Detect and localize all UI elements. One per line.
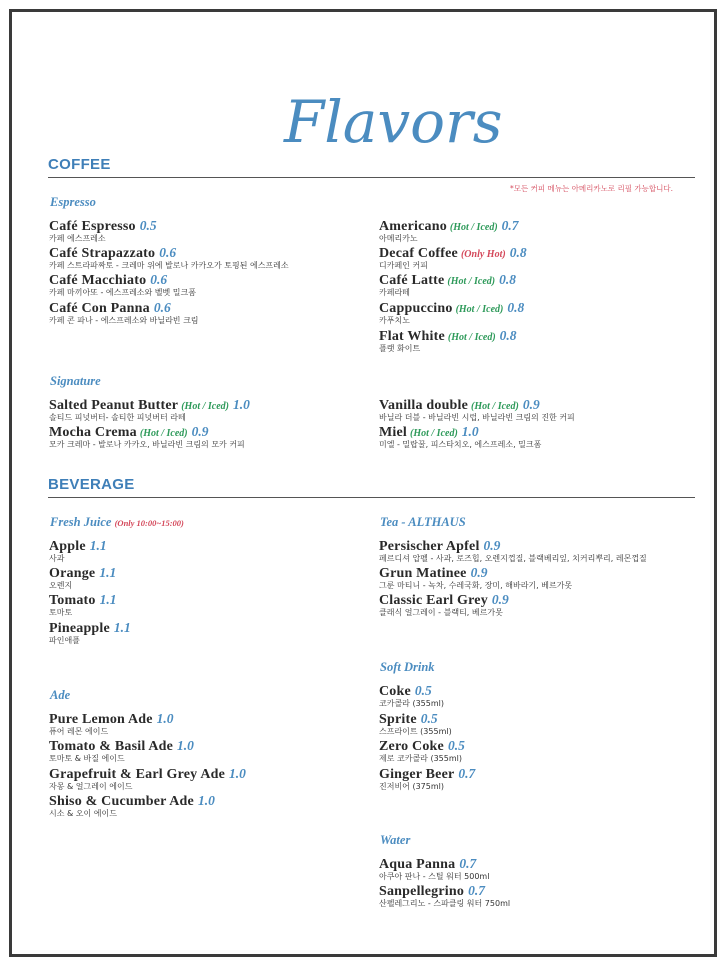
item-description: 아쿠아 판나 - 스틸 워터 500ml <box>379 872 490 881</box>
menu-item <box>49 792 215 818</box>
item-option: (Hot / Iced) <box>410 428 458 439</box>
menu-item <box>49 765 246 791</box>
item-price: 0.7 <box>501 218 519 233</box>
water-category: Water <box>380 833 411 847</box>
item-price: 0.8 <box>499 272 517 287</box>
fresh-juice-category <box>50 515 184 530</box>
item-price: 1.0 <box>197 793 215 808</box>
ade-category: Ade <box>50 688 71 702</box>
item-description: 제로 코카콜라 (355ml) <box>379 754 462 763</box>
coffee-divider <box>48 177 695 178</box>
coffee-heading: COFFEE <box>48 156 111 173</box>
item-description: 그룬 마티니 - 녹차, 수레국화, 장미, 해바라기, 베르가못 <box>379 581 573 590</box>
item-price: 0.9 <box>483 538 501 553</box>
item-name: Persischer Apfel <box>379 539 480 554</box>
item-name: Café Con Panna <box>49 301 150 316</box>
item-description: 미엘 - 밀랍꿀, 피스타치오, 에스프레소, 밀크폼 <box>379 440 542 449</box>
item-description: 자몽 & 얼그레이 에이드 <box>49 782 133 791</box>
item-name: Pineapple <box>49 621 110 636</box>
item-name: Pure Lemon Ade <box>49 712 153 727</box>
menu-item <box>379 765 475 791</box>
item-name: Apple <box>49 539 86 554</box>
item-name: Vanilla double <box>379 398 469 413</box>
item-price: 1.0 <box>461 424 479 439</box>
item-name: Ginger Beer <box>379 767 455 782</box>
item-price: 1.0 <box>177 738 194 753</box>
menu-item <box>379 682 444 708</box>
item-name: Grapefruit & Earl Grey Ade <box>49 767 226 782</box>
menu-item <box>49 737 194 763</box>
item-description: 산펠레그리노 - 스파클링 워터 750ml <box>379 899 511 908</box>
menu-item <box>49 710 174 736</box>
item-description: 카푸치노 <box>379 316 410 325</box>
item-price: 0.5 <box>420 711 438 726</box>
item-description: 파인애플 <box>49 636 80 645</box>
item-option: (Hot / Iced) <box>449 222 498 233</box>
item-price: 0.8 <box>499 328 517 343</box>
item-option: (Hot / Iced) <box>471 401 519 412</box>
item-name: Café Espresso <box>49 219 136 234</box>
item-name: Grun Matinee <box>379 566 467 581</box>
menu-item <box>49 271 196 297</box>
item-description: 스프라이트 (355ml) <box>379 727 452 736</box>
beverage-divider <box>48 497 695 498</box>
flavors-logo <box>280 80 503 160</box>
item-name: Shiso & Cucumber Ade <box>49 794 194 809</box>
item-price: 0.5 <box>139 218 157 233</box>
item-price: 0.9 <box>522 397 540 412</box>
fresh-juice-label: Fresh Juice <box>50 515 112 529</box>
item-name: Tomato & Basil Ade <box>49 739 174 754</box>
item-description: 카페 에스프레소 <box>49 234 106 243</box>
item-description: 토마토 & 바질 에이드 <box>49 754 125 763</box>
menu-item <box>379 855 489 881</box>
item-price: 1.1 <box>113 620 131 635</box>
item-price: 0.8 <box>507 300 525 315</box>
menu-item <box>49 591 116 617</box>
signature-category: Signature <box>50 374 101 388</box>
item-name: Sprite <box>379 712 417 727</box>
menu-item <box>49 244 289 270</box>
item-name: Café Latte <box>379 273 445 288</box>
menu-item <box>379 591 509 617</box>
item-description: 카페 스트라파짜토 - 크레마 위에 발로나 카카오가 토핑된 에스프레소 <box>49 261 289 270</box>
item-price: 1.1 <box>99 565 117 580</box>
menu-item <box>379 423 541 449</box>
tea-category: Tea - ALTHAUS <box>380 515 466 529</box>
item-price: 1.0 <box>229 766 246 781</box>
menu-item <box>379 299 524 325</box>
item-price: 0.6 <box>153 300 171 315</box>
menu-item <box>49 619 131 645</box>
item-name: Miel <box>379 425 408 440</box>
item-price: 0.6 <box>150 272 168 287</box>
menu-item <box>49 217 157 243</box>
item-option: (Only Hot) <box>460 249 506 260</box>
item-name: Americano <box>379 219 447 234</box>
menu-item <box>379 537 647 563</box>
menu-item <box>379 737 465 763</box>
item-description: 토마토 <box>49 608 73 617</box>
item-name: Café Strapazzato <box>49 246 156 261</box>
item-name: Classic Earl Grey <box>379 593 488 608</box>
beverage-heading: BEVERAGE <box>48 476 135 493</box>
item-price: 0.7 <box>459 856 477 871</box>
menu-item <box>379 396 575 422</box>
menu-item <box>49 423 245 449</box>
item-option: (Hot / Iced) <box>447 276 496 287</box>
menu-item <box>49 299 199 325</box>
item-price: 0.7 <box>468 883 485 898</box>
item-description: 페르디셔 압펠 - 사과, 로즈힙, 오렌지껍질, 블랙베리잎, 치커리뿌리, 레몬껍질 <box>379 554 647 563</box>
menu-item <box>49 537 107 563</box>
item-name: Coke <box>379 684 411 699</box>
item-price: 0.8 <box>509 245 527 260</box>
item-name: Cappuccino <box>379 301 453 316</box>
item-description: 아메리카노 <box>379 234 418 243</box>
item-option: (Hot / Iced) <box>447 332 496 343</box>
item-name: Café Macchiato <box>49 273 147 288</box>
item-description: 카페 콘 파나 - 에스프레소와 바닐라빈 크림 <box>49 316 199 325</box>
item-price: 0.5 <box>447 738 465 753</box>
item-description: 솔티드 피넛버터- 솔티한 피넛버터 라떼 <box>49 413 186 422</box>
menu-item <box>379 271 516 297</box>
item-description: 클래식 얼그레이 - 블랙티, 베르가못 <box>379 608 503 617</box>
item-name: Salted Peanut Butter <box>49 398 179 413</box>
item-name: Tomato <box>49 593 96 608</box>
item-name: Decaf Coffee <box>379 246 458 261</box>
menu-item <box>379 710 452 736</box>
item-description: 카페라떼 <box>379 288 410 297</box>
item-name: Mocha Crema <box>49 425 137 440</box>
item-name: Sanpellegrino <box>379 884 465 899</box>
menu-item <box>379 244 527 270</box>
menu-item <box>379 564 572 590</box>
item-price: 0.5 <box>414 683 432 698</box>
item-description: 카페 마끼아또 - 에스프레소와 벨벳 밀크폼 <box>49 288 196 297</box>
menu-item <box>49 396 250 422</box>
menu-item <box>49 564 116 590</box>
menu-item <box>379 882 510 908</box>
item-price: 1.1 <box>89 538 107 553</box>
item-price: 1.0 <box>232 397 250 412</box>
item-price: 1.1 <box>99 592 117 607</box>
item-description: 모카 크레마 - 발로나 카카오, 바닐라빈 크림의 모카 커피 <box>49 440 245 449</box>
item-option: (Hot / Iced) <box>181 401 229 412</box>
item-description: 시소 & 오이 에이드 <box>49 809 117 818</box>
item-option: (Hot / Iced) <box>139 428 188 439</box>
item-name: Zero Coke <box>379 739 444 754</box>
item-name: Flat White <box>379 329 445 344</box>
soft-drink-category: Soft Drink <box>380 660 435 674</box>
item-description: 코카콜라 (355ml) <box>379 699 444 708</box>
svg-text:Flavors: Flavors <box>284 88 503 156</box>
item-description: 사과 <box>49 554 65 563</box>
espresso-category: Espresso <box>50 195 96 209</box>
item-description: 퓨어 레몬 에이드 <box>49 727 109 736</box>
item-price: 0.9 <box>191 424 209 439</box>
item-name: Orange <box>49 566 96 581</box>
item-description: 진저비어 (375ml) <box>379 782 444 791</box>
item-description: 플랫 화이트 <box>379 344 421 353</box>
item-price: 0.6 <box>159 245 177 260</box>
item-description: 오렌지 <box>49 581 73 590</box>
refill-notice: *모든 커피 메뉴는 아메리카노로 리필 가능합니다. <box>510 184 673 193</box>
item-description: 디카페인 커피 <box>379 261 428 270</box>
item-price: 0.7 <box>458 766 476 781</box>
item-price: 1.0 <box>156 711 174 726</box>
item-price: 0.9 <box>491 592 509 607</box>
item-option: (Hot / Iced) <box>455 304 504 315</box>
menu-item <box>379 217 519 243</box>
item-name: Aqua Panna <box>379 857 456 872</box>
menu-item <box>379 327 517 353</box>
fresh-juice-hours: (Only 10:00~15:00) <box>114 518 184 528</box>
item-description: 바닐라 더블 - 바닐라빈 시럽, 바닐라빈 크림의 진한 커피 <box>379 413 575 422</box>
item-price: 0.9 <box>470 565 488 580</box>
